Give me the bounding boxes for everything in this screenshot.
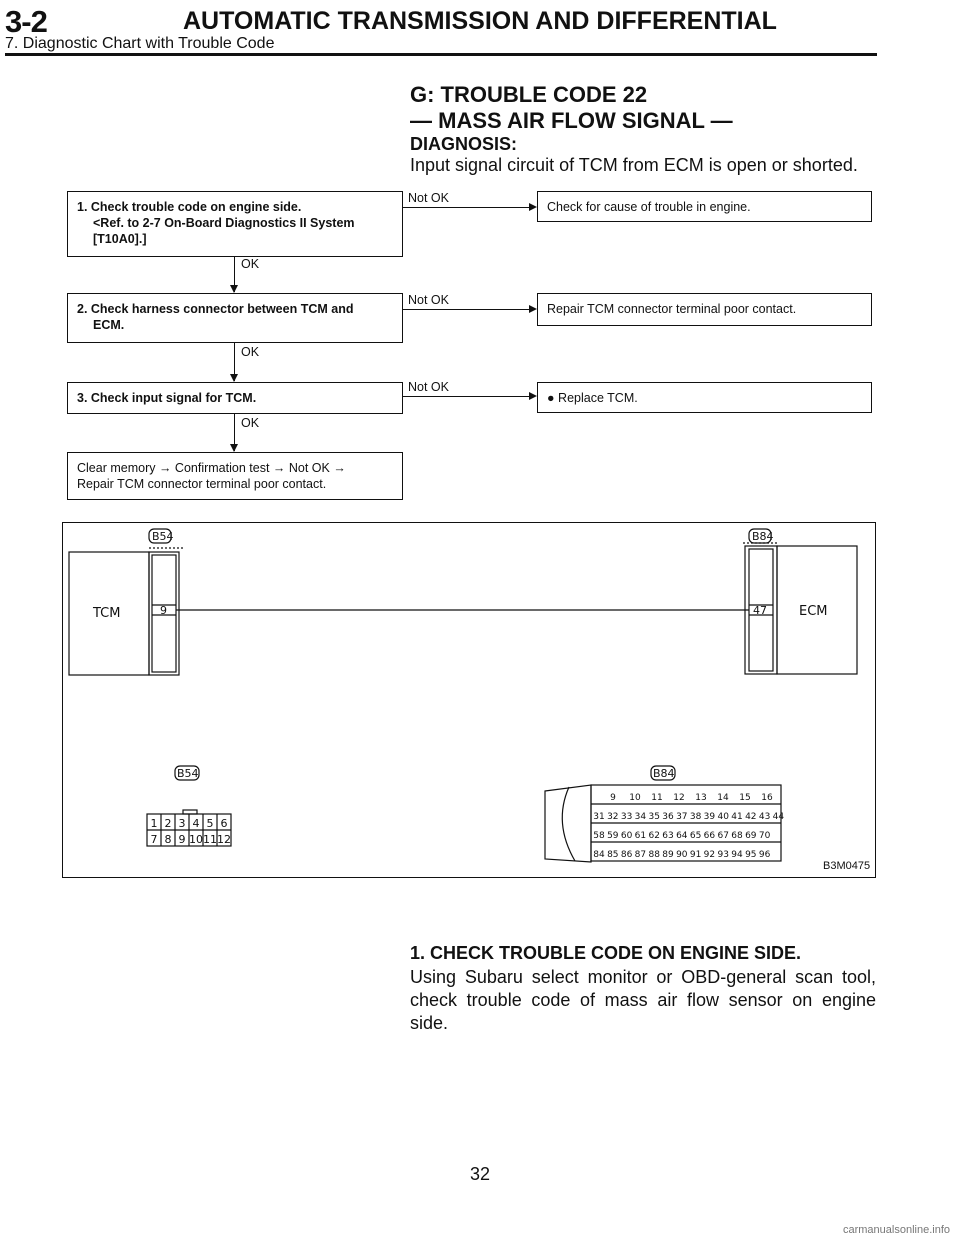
b84-pin-number: 64 — [676, 831, 688, 841]
flow-step-1-line2: <Ref. to 2-7 On-Board Diagnostics II System — [93, 216, 355, 230]
bullet-icon: ● — [547, 391, 555, 405]
flow-step-3-line1: 3. Check input signal for TCM. — [77, 391, 257, 405]
b84-pin-number: 12 — [673, 793, 685, 803]
trouble-code-title — [410, 82, 733, 134]
b84-pin-number: 92 — [703, 850, 716, 860]
b84-pin-number: 40 — [717, 812, 729, 822]
b84-pin-number: 15 — [739, 793, 751, 803]
b84-pin-number: 91 — [689, 850, 702, 860]
b84-pin-number: 13 — [695, 793, 707, 803]
b84-pin-number: 9 — [610, 793, 616, 803]
b84-pin-number: 66 — [703, 831, 716, 841]
b84-pin-number: 69 — [745, 831, 757, 841]
arrow-down-icon — [230, 444, 238, 452]
ok-label-1: OK — [241, 257, 260, 271]
b84-pin-number: 70 — [758, 831, 771, 841]
b84-pin-number: 11 — [651, 793, 663, 803]
b84-pin-number: 94 — [731, 850, 743, 860]
b84-pin-number: 90 — [676, 850, 688, 860]
b84-pin-number: 62 — [648, 831, 660, 841]
diagnosis-text: Input signal circuit of TCM from ECM is open or shorted. — [410, 155, 858, 175]
b84-pin-number: 32 — [607, 812, 619, 822]
flow-step-2 — [67, 293, 403, 343]
flow-result-2 — [537, 293, 872, 326]
b84-pin-number: 43 — [758, 812, 771, 822]
b54-pin-number: 6 — [220, 817, 228, 830]
b84-connector-body — [545, 785, 591, 862]
b54-pin-number: 9 — [178, 833, 186, 846]
flow-result-1 — [537, 191, 872, 222]
not-ok-line-3 — [403, 396, 530, 397]
b84-pin-number: 42 — [745, 812, 757, 822]
b54-pin-tag: B54 — [177, 767, 199, 780]
b84-pin-tag: B84 — [653, 767, 675, 780]
arrow-right-icon — [529, 392, 537, 400]
b54-pin-number: 2 — [164, 817, 172, 830]
flow-step-2-line2: ECM. — [93, 318, 125, 332]
flow-final-line2: Repair TCM connector terminal poor contact. — [77, 477, 327, 491]
b84-pin-number: 65 — [689, 831, 702, 841]
b84-pin-number: 34 — [634, 812, 647, 822]
b84-pin-number: 88 — [648, 850, 660, 860]
b54-pin-number: 1 — [150, 817, 158, 830]
step-detail-text: Using Subaru select monitor or OBD-general scan tool, check trouble code of mass air flow sensor on engine side. — [410, 967, 876, 1033]
flow-step-3 — [67, 382, 403, 414]
not-ok-label-3: Not OK — [408, 380, 449, 394]
trouble-code-title-line1: G: TROUBLE CODE 22 — [410, 82, 648, 107]
arrow-down-icon — [230, 285, 238, 293]
flow-final — [67, 452, 403, 500]
arrow-right-icon — [529, 203, 537, 211]
b84-pin-number: 39 — [703, 812, 716, 822]
b54-pin-number: 5 — [206, 817, 214, 830]
ok-label-2: OK — [241, 345, 260, 359]
b84-pin-number: 60 — [620, 831, 633, 841]
b54-pin-numbers — [151, 817, 232, 846]
b84-pin-number: 68 — [731, 831, 743, 841]
watermark: carmanualsonline.info — [842, 1224, 950, 1236]
trouble-code-title-line2: — MASS AIR FLOW SIGNAL — — [410, 108, 733, 133]
b84-pin-number: 67 — [717, 831, 729, 841]
flow-final-line1: Clear memory → Confirmation test → Not OK → — [77, 461, 346, 475]
b84-pin-number: 10 — [629, 793, 641, 803]
flow-step-1-line3: [T10A0].] — [93, 232, 147, 246]
ok-label-3: OK — [241, 416, 260, 430]
b54-pin-number: 7 — [150, 833, 158, 846]
not-ok-line-1 — [403, 207, 530, 208]
b84-pin-number: 35 — [648, 812, 660, 822]
b54-pin-number: 4 — [192, 817, 200, 830]
b84-pin-numbers — [593, 793, 784, 860]
arrow-down-icon — [230, 374, 238, 382]
figure-id: B3M0475 — [823, 860, 871, 872]
not-ok-line-2 — [403, 309, 530, 310]
section-code: 3-2 — [5, 4, 47, 39]
header-rule — [5, 53, 877, 56]
page-subtitle: 7. Diagnostic Chart with Trouble Code — [5, 35, 275, 52]
ecm-label: ECM — [799, 604, 828, 619]
flow-result-3 — [537, 382, 872, 413]
b84-pin-number: 89 — [662, 850, 674, 860]
b84-pin-number: 59 — [607, 831, 619, 841]
b54-pin-number: 8 — [164, 833, 172, 846]
b84-pin-number: 63 — [662, 831, 674, 841]
b84-pin-number: 87 — [634, 850, 647, 860]
ecm-pin-label: 47 — [753, 604, 767, 617]
not-ok-label-2: Not OK — [408, 293, 449, 307]
b84-pin-number: 31 — [593, 812, 605, 822]
b84-pin-number: 36 — [662, 812, 674, 822]
b84-pin-number: 58 — [593, 831, 605, 841]
diagnosis-heading: DIAGNOSIS: — [410, 134, 518, 154]
page-title: AUTOMATIC TRANSMISSION AND DIFFERENTIAL — [183, 7, 777, 35]
flow-result-1-text: Check for cause of trouble in engine. — [547, 200, 751, 214]
wiring-diagram — [62, 522, 876, 878]
not-ok-label-1: Not OK — [408, 191, 449, 205]
tcm-label: TCM — [93, 606, 121, 621]
b84-pin-number: 33 — [620, 812, 633, 822]
b84-pin-number: 96 — [758, 850, 771, 860]
wiring-diagram-svg — [63, 523, 875, 877]
b54-pin-number: 11 — [203, 833, 217, 846]
b84-pin-number: 93 — [717, 850, 729, 860]
flow-step-1-line1: 1. Check trouble code on engine side. — [77, 200, 302, 214]
flow-step-1 — [67, 191, 403, 257]
b84-pin-number: 86 — [620, 850, 633, 860]
b84-pin-number: 41 — [731, 812, 743, 822]
flow-step-2-line1: 2. Check harness connector between TCM and — [77, 302, 354, 316]
b84-pin-number: 14 — [717, 793, 729, 803]
b84-pin-number: 85 — [607, 850, 619, 860]
tcm-pin-label: 9 — [160, 604, 167, 617]
b54-tag: B54 — [152, 530, 174, 543]
b84-pin-number: 61 — [634, 831, 647, 841]
step-detail-title: 1. CHECK TROUBLE CODE ON ENGINE SIDE. — [410, 943, 802, 963]
b84-pin-number: 16 — [761, 793, 773, 803]
b84-pin-number: 38 — [689, 812, 702, 822]
page-number: 32 — [469, 1164, 491, 1184]
b84-pin-number: 37 — [676, 812, 688, 822]
arrow-right-icon — [529, 305, 537, 313]
b54-pin-number: 10 — [189, 833, 203, 846]
b84-pin-number: 95 — [745, 850, 757, 860]
flow-result-3-text: Replace TCM. — [558, 391, 638, 405]
b84-pin-number: 44 — [772, 812, 785, 822]
b84-pin-number: 84 — [593, 850, 605, 860]
flow-result-2-text: Repair TCM connector terminal poor contact. — [547, 302, 797, 316]
b54-pin-number: 3 — [178, 817, 186, 830]
b84-tag: B84 — [752, 530, 774, 543]
b54-pin-number: 12 — [217, 833, 231, 846]
